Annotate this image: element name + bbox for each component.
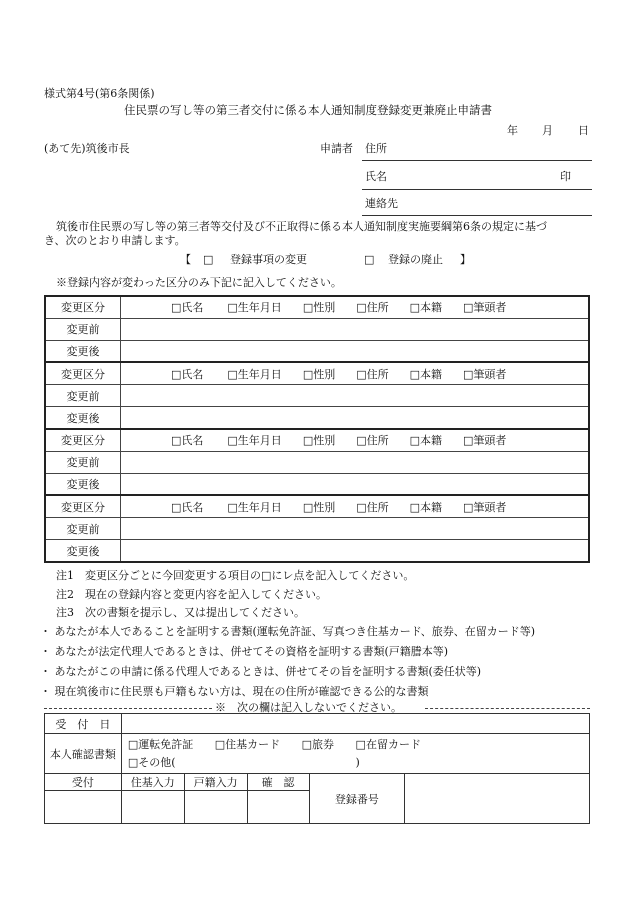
change-option-checkbox[interactable]: □住所 bbox=[356, 301, 389, 315]
change-option-checkbox[interactable]: □氏名 bbox=[171, 500, 204, 514]
id-option-passport[interactable]: □旅券 bbox=[301, 737, 335, 751]
seal-mark: 印 bbox=[560, 170, 571, 183]
change-before-label: 変更前 bbox=[45, 385, 121, 407]
change-option-checkbox[interactable]: □筆頭者 bbox=[463, 301, 507, 315]
change-after-field[interactable] bbox=[121, 473, 590, 495]
change-after-row bbox=[45, 473, 589, 495]
change-option-checkbox[interactable]: □氏名 bbox=[171, 301, 204, 315]
header-confirm: 確 認 bbox=[247, 774, 309, 791]
note-2: 注2 現在の登録内容と変更内容を記入してください。 bbox=[56, 588, 327, 601]
change-option-checkbox[interactable]: □性別 bbox=[302, 301, 336, 315]
change-option-checkbox[interactable]: □生年月日 bbox=[227, 367, 282, 381]
change-option-checkbox[interactable]: □筆頭者 bbox=[463, 434, 507, 448]
change-before-field[interactable] bbox=[121, 318, 590, 340]
change-after-label: 変更後 bbox=[45, 473, 121, 495]
change-after-row bbox=[45, 540, 589, 562]
id-option-juki-card[interactable]: □住基カード bbox=[214, 737, 281, 751]
change-after-label: 変更後 bbox=[45, 540, 121, 562]
separator-text: ※ 次の欄は記入しないでください。 bbox=[215, 701, 402, 714]
header-reception: 受付 bbox=[45, 774, 122, 791]
statement-line-2: き、次のとおり申請します。 bbox=[44, 234, 186, 247]
instruction: ※登録内容が変わった区分のみ下記に記入してください。 bbox=[56, 276, 342, 289]
change-option-checkbox[interactable]: □生年月日 bbox=[227, 301, 282, 315]
change-option-checkbox[interactable]: □本籍 bbox=[409, 434, 443, 448]
change-category-options bbox=[121, 495, 590, 517]
selection-close-bracket: 】 bbox=[460, 253, 471, 266]
change-option-checkbox[interactable]: □生年月日 bbox=[227, 434, 282, 448]
registration-number-label: 登録番号 bbox=[309, 774, 405, 824]
change-category-row bbox=[45, 495, 589, 517]
document-3: ・ あなたがこの申請に係る代理人であるときは、併せてその旨を証明する書類(委任状等) bbox=[40, 665, 482, 678]
change-before-row bbox=[45, 385, 589, 407]
change-option-checkbox[interactable]: □筆頭者 bbox=[463, 367, 507, 381]
change-option-checkbox[interactable]: □氏名 bbox=[171, 434, 204, 448]
id-option-other[interactable]: □その他( bbox=[127, 755, 176, 769]
change-category-label: 変更区分 bbox=[45, 296, 121, 318]
document-4: ・ 現在筑後市に住民票も戸籍もない方は、現在の住所が確認できる公的な書類 bbox=[40, 685, 429, 698]
addressee: (あて先)筑後市長 bbox=[44, 142, 130, 155]
juki-input-stamp-cell[interactable] bbox=[121, 791, 184, 824]
name-line[interactable] bbox=[362, 189, 592, 190]
applicant-contact-label: 連絡先 bbox=[365, 197, 398, 210]
change-option-checkbox[interactable]: □氏名 bbox=[171, 367, 204, 381]
change-table bbox=[44, 295, 590, 563]
change-category-row bbox=[45, 429, 589, 451]
change-after-label: 変更後 bbox=[45, 407, 121, 429]
change-before-field[interactable] bbox=[121, 451, 590, 473]
document-1: ・ あなたが本人であることを証明する書類(運転免許証、写真つき住基カード、旅券、在留カード等) bbox=[40, 625, 536, 638]
change-category-options bbox=[121, 296, 590, 318]
selection-open-bracket: 【 bbox=[180, 253, 191, 266]
change-category-label: 変更区分 bbox=[45, 362, 121, 384]
id-check-cell bbox=[121, 734, 589, 774]
id-option-other-close: ) bbox=[355, 755, 360, 769]
koseki-input-stamp-cell[interactable] bbox=[184, 791, 247, 824]
change-category-label: 変更区分 bbox=[45, 495, 121, 517]
change-option-checkbox[interactable]: □性別 bbox=[302, 500, 336, 514]
applicant-name-label: 氏名 bbox=[365, 170, 387, 183]
abolish-checkbox[interactable]: □ bbox=[364, 253, 375, 266]
change-label: 登録事項の変更 bbox=[230, 253, 307, 266]
change-category-label: 変更区分 bbox=[45, 429, 121, 451]
office-use-table bbox=[44, 713, 590, 824]
change-option-checkbox[interactable]: □性別 bbox=[302, 367, 336, 381]
change-category-row bbox=[45, 362, 589, 384]
change-option-checkbox[interactable]: □住所 bbox=[356, 500, 389, 514]
id-option-license[interactable]: □運転免許証 bbox=[127, 737, 194, 751]
change-before-row bbox=[45, 318, 589, 340]
separator-dash-left bbox=[44, 708, 212, 709]
contact-line[interactable] bbox=[362, 215, 592, 216]
change-after-field[interactable] bbox=[121, 540, 590, 562]
change-before-field[interactable] bbox=[121, 518, 590, 540]
id-option-residence-card[interactable]: □在留カード bbox=[355, 737, 421, 751]
registration-number-cell[interactable] bbox=[405, 774, 590, 824]
header-juki-input: 住基入力 bbox=[121, 774, 184, 791]
change-checkbox[interactable]: □ bbox=[203, 253, 214, 266]
confirm-stamp-cell[interactable] bbox=[247, 791, 309, 824]
change-option-checkbox[interactable]: □性別 bbox=[302, 434, 336, 448]
note-3: 注3 次の書類を提示し、又は提出してください。 bbox=[56, 606, 305, 619]
received-date-label: 受 付 日 bbox=[45, 714, 122, 734]
abolish-label: 登録の廃止 bbox=[388, 253, 443, 266]
change-category-options bbox=[121, 362, 590, 384]
change-before-label: 変更前 bbox=[45, 451, 121, 473]
header-koseki-input: 戸籍入力 bbox=[184, 774, 247, 791]
change-category-options bbox=[121, 429, 590, 451]
form-number: 様式第4号(第6条関係) bbox=[44, 87, 155, 100]
applicant-address-label: 住所 bbox=[365, 142, 387, 155]
document-2: ・ あなたが法定代理人であるときは、併せてその資格を証明する書類(戸籍謄本等) bbox=[40, 645, 449, 658]
change-option-checkbox[interactable]: □本籍 bbox=[409, 301, 443, 315]
change-after-field[interactable] bbox=[121, 407, 590, 429]
id-check-label: 本人確認書類 bbox=[45, 734, 122, 774]
change-before-label: 変更前 bbox=[45, 318, 121, 340]
change-before-field[interactable] bbox=[121, 385, 590, 407]
change-before-row bbox=[45, 451, 589, 473]
change-option-checkbox[interactable]: □住所 bbox=[356, 434, 389, 448]
date-year: 年 bbox=[507, 124, 518, 137]
separator-dash-right bbox=[425, 708, 590, 709]
note-1: 注1 変更区分ごとに今回変更する項目の□にレ点を記入してください。 bbox=[56, 569, 415, 582]
change-option-checkbox[interactable]: □筆頭者 bbox=[463, 500, 507, 514]
change-option-checkbox[interactable]: □本籍 bbox=[409, 500, 443, 514]
reception-stamp-cell[interactable] bbox=[45, 791, 122, 824]
change-option-checkbox[interactable]: □本籍 bbox=[409, 367, 443, 381]
change-after-row bbox=[45, 340, 589, 362]
change-after-row bbox=[45, 407, 589, 429]
change-before-label: 変更前 bbox=[45, 518, 121, 540]
change-after-label: 変更後 bbox=[45, 340, 121, 362]
change-after-field[interactable] bbox=[121, 340, 590, 362]
received-date-cell[interactable] bbox=[121, 714, 589, 734]
form-title: 住民票の写し等の第三者交付に係る本人通知制度登録変更兼廃止申請書 bbox=[124, 103, 492, 117]
date-month: 月 bbox=[542, 124, 553, 137]
date-day: 日 bbox=[578, 124, 589, 137]
applicant-label: 申請者 bbox=[320, 142, 353, 155]
change-option-checkbox[interactable]: □生年月日 bbox=[227, 500, 282, 514]
change-option-checkbox[interactable]: □住所 bbox=[356, 367, 389, 381]
change-before-row bbox=[45, 518, 589, 540]
statement-line-1: 筑後市住民票の写し等の第三者等交付及び不正取得に係る本人通知制度実施要綱第6条の規定に基づ bbox=[56, 220, 547, 233]
address-line[interactable] bbox=[362, 160, 592, 161]
change-category-row bbox=[45, 296, 589, 318]
